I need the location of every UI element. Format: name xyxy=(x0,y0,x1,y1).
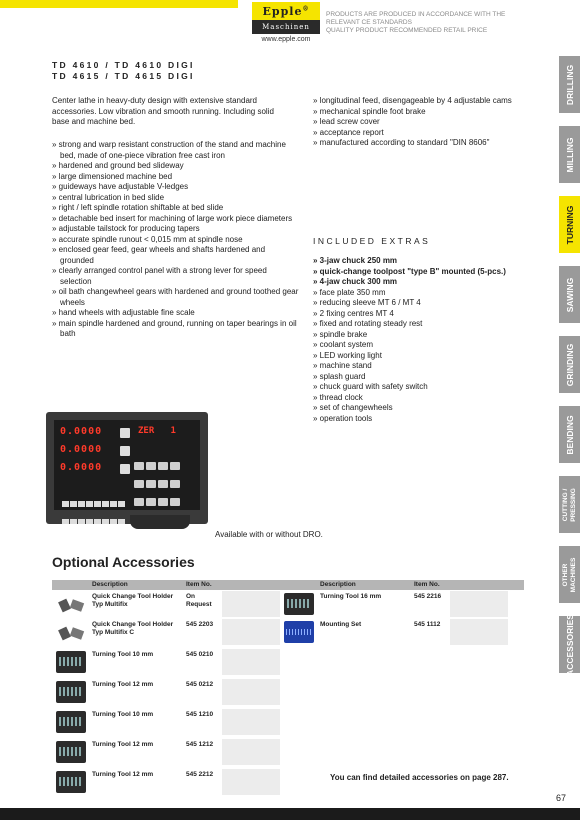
accessory-blank-cell xyxy=(450,591,508,617)
list-item: » central lubrication in bed slide xyxy=(52,193,300,204)
mounting-set-image xyxy=(284,621,314,643)
accessory-blank-cell xyxy=(222,769,280,795)
list-item: » accurate spindle runout < 0,015 mm at spindle nose xyxy=(52,235,300,246)
list-item: » longitudinal feed, disengageable by 4 adjustable cams xyxy=(313,96,523,107)
product-title-1: TD 4610 / TD 4610 DIGI xyxy=(52,60,195,70)
side-tab-label: SAWING xyxy=(564,277,575,312)
accessory-description: Turning Tool 12 mm xyxy=(92,681,154,688)
side-tab-grinding[interactable] xyxy=(559,336,580,393)
turning-tool-image xyxy=(56,681,86,703)
accessories-page-note: You can find detailed accessories on page 287. xyxy=(330,773,509,782)
accessory-description: Turning Tool 10 mm xyxy=(92,711,154,718)
accessory-blank-cell xyxy=(222,619,280,645)
accessory-description: Quick Change Tool Holder Typ Multifix C xyxy=(92,621,174,636)
extra-item: » quick-change toolpost "type B" mounted (5-pcs.) xyxy=(313,267,523,278)
accessory-blank-cell xyxy=(222,649,280,675)
list-item: » large dimensioned machine bed xyxy=(52,172,300,183)
tool-holder-image xyxy=(56,621,86,643)
product-intro: Center lathe in heavy-duty design with extensive standard accessories. Low vibration and smooth running. Including solid base and machine bed. xyxy=(52,96,274,126)
side-tab-label: GRINDING xyxy=(564,343,575,386)
dro-mount-arm xyxy=(130,515,190,529)
dro-readout-z: 0.0000 xyxy=(60,462,103,473)
accessory-row xyxy=(280,590,516,620)
accessory-row xyxy=(52,738,288,768)
accessory-blank-cell xyxy=(450,619,508,645)
accessory-blank-cell xyxy=(222,709,280,735)
accessory-description: Turning Tool 12 mm xyxy=(92,741,154,748)
list-item: » mechanical spindle foot brake xyxy=(313,107,523,118)
page-number: 67 xyxy=(556,793,567,803)
accessory-description: Turning Tool 12 mm xyxy=(92,771,154,778)
accessory-row xyxy=(280,618,516,648)
extra-item: » machine stand xyxy=(313,361,523,372)
optional-accessories-title: Optional Accessories xyxy=(52,554,195,570)
list-item: » adjustable tailstock for producing tapers xyxy=(52,224,300,235)
accessory-row xyxy=(52,648,288,678)
list-item: » strong and warp resistant construction of the stand and machine bed, made of one-piece vibration free cast iron xyxy=(52,140,300,161)
dro-mode-label: ZER 1 xyxy=(138,426,176,436)
accessory-description: Turning Tool 10 mm xyxy=(92,651,154,658)
accessory-row xyxy=(52,618,288,648)
epple-logo xyxy=(252,2,320,43)
extra-item: » operation tools xyxy=(313,414,523,425)
side-tab-label: OTHER MACHINES xyxy=(561,557,577,592)
feature-list-left xyxy=(52,140,300,340)
extra-item: » LED working light xyxy=(313,351,523,362)
accessories-table-header: Description Item No. Description Item No. xyxy=(52,580,524,590)
product-title-2: TD 4615 / TD 4615 DIGI xyxy=(52,71,195,81)
side-tab-bending[interactable] xyxy=(559,406,580,463)
extra-item: » chuck guard with safety switch xyxy=(313,382,523,393)
side-tab-other-machines[interactable] xyxy=(559,546,580,603)
dro-screen xyxy=(54,420,200,510)
dro-readout-y: 0.0000 xyxy=(60,444,103,455)
included-extras-list xyxy=(313,256,523,424)
extra-item: » reducing sleeve MT 6 / MT 4 xyxy=(313,298,523,309)
extra-item: » 2 fixing centres MT 4 xyxy=(313,309,523,320)
accessory-row xyxy=(52,708,288,738)
turning-tool-image xyxy=(56,741,86,763)
accessory-item-number: 545 2216 xyxy=(414,593,442,600)
turning-tool-image xyxy=(56,651,86,673)
list-item: » oil bath changewheel gears with hardened and ground toothed gear wheels xyxy=(52,287,300,308)
list-item: » hand wheels with adjustable fine scale xyxy=(52,308,300,319)
included-extras-heading: INCLUDED EXTRAS xyxy=(313,236,431,246)
dro-readout-x: 0.0000 xyxy=(60,426,103,437)
extra-item: » spindle brake xyxy=(313,330,523,341)
tool-holder-image xyxy=(56,593,86,615)
list-item: » detachable bed insert for machining of large work piece diameters xyxy=(52,214,300,225)
dro-caption: Available with or without DRO. xyxy=(215,530,323,539)
accessory-item-number: On Request xyxy=(186,593,212,608)
accessory-row xyxy=(52,590,288,620)
list-item: » hardened and ground bed slideway xyxy=(52,161,300,172)
product-titles xyxy=(52,60,195,82)
extra-item: » thread clock xyxy=(313,393,523,404)
side-tab-label: DRILLING xyxy=(564,64,575,105)
side-tab-cutting-pressing[interactable] xyxy=(559,476,580,533)
side-tab-label: ACCESSORIES xyxy=(564,613,575,676)
accessory-blank-cell xyxy=(222,679,280,705)
side-tab-drilling[interactable] xyxy=(559,56,580,113)
website-url: www.epple.com xyxy=(261,36,311,43)
extra-item: » coolant system xyxy=(313,340,523,351)
side-tab-turning[interactable] xyxy=(559,196,580,253)
list-item: » acceptance report xyxy=(313,128,523,139)
side-tab-sawing[interactable] xyxy=(559,266,580,323)
top-accent-bar xyxy=(0,0,238,8)
list-item: » main spindle hardened and ground, running on taper bearings in oil bath xyxy=(52,319,300,340)
list-item: » right / left spindle rotation shiftable at bed slide xyxy=(52,203,300,214)
extra-item: » splash guard xyxy=(313,372,523,383)
accessory-item-number: 545 2203 xyxy=(186,621,214,628)
accessory-item-number: 545 1212 xyxy=(186,741,214,748)
dro-function-keys xyxy=(62,496,130,514)
accessory-item-number: 545 1112 xyxy=(414,621,441,628)
accessory-description: Quick Change Tool Holder Typ Multifix xyxy=(92,593,174,608)
side-tab-accessories[interactable] xyxy=(559,613,580,676)
turning-tool-image xyxy=(284,593,314,615)
logo-subtitle: Maschinen xyxy=(252,20,320,34)
dro-axis-button xyxy=(120,464,130,474)
accessory-item-number: 545 2212 xyxy=(186,771,214,778)
side-tab-label: TURNING xyxy=(564,205,575,244)
dro-display-image xyxy=(46,412,208,524)
side-tab-label: CUTTING / PRESSING xyxy=(561,487,577,522)
extra-item: » 3-jaw chuck 250 mm xyxy=(313,256,523,267)
accessory-blank-cell xyxy=(222,591,280,617)
turning-tool-image xyxy=(56,711,86,733)
dro-axis-button xyxy=(120,446,130,456)
list-item: » guideways have adjustable V-ledges xyxy=(52,182,300,193)
side-tab-label: BENDING xyxy=(564,414,575,455)
standards-notice: PRODUCTS ARE PRODUCED IN ACCORDANCE WITH THE RELEVANT CE STANDARDS QUALITY PRODUCT RECOMMENDED RETAIL PRICE xyxy=(326,11,506,34)
extra-item: » face plate 350 mm xyxy=(313,288,523,299)
extra-item: » set of changewheels xyxy=(313,403,523,414)
list-item: » manufactured according to standard "DIN 8606" xyxy=(313,138,523,149)
accessory-item-number: 545 0210 xyxy=(186,651,214,658)
dro-axis-button xyxy=(120,428,130,438)
accessory-item-number: 545 0212 xyxy=(186,681,214,688)
list-item: » enclosed gear feed, gear wheels and shafts hardened and grounded xyxy=(52,245,300,266)
logo-brand: Epple® xyxy=(252,2,320,20)
list-item: » lead screw cover xyxy=(313,117,523,128)
accessory-description: Mounting Set xyxy=(320,621,362,628)
dro-keypad xyxy=(134,460,190,504)
extra-item: » fixed and rotating steady rest xyxy=(313,319,523,330)
accessory-row xyxy=(52,768,288,798)
accessory-description: Turning Tool 16 mm xyxy=(320,593,382,600)
side-tab-milling[interactable] xyxy=(559,126,580,183)
accessory-item-number: 545 1210 xyxy=(186,711,214,718)
extra-item: » 4-jaw chuck 300 mm xyxy=(313,277,523,288)
accessory-row xyxy=(52,678,288,708)
list-item: » clearly arranged control panel with a strong lever for speed selection xyxy=(52,266,300,287)
bottom-bar xyxy=(0,808,580,820)
turning-tool-image xyxy=(56,771,86,793)
accessory-blank-cell xyxy=(222,739,280,765)
feature-list-right xyxy=(313,96,523,149)
side-tab-label: MILLING xyxy=(564,137,575,172)
